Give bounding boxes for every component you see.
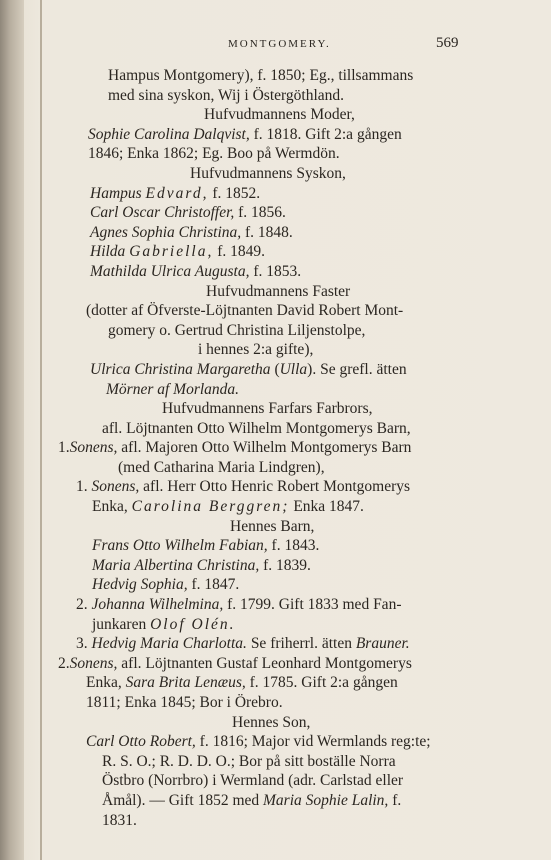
page-number: 569 [436, 35, 459, 51]
section-heading: Hennes Son, [232, 713, 311, 731]
text-line: 1811; Enka 1845; Bor i Örebro. [86, 694, 283, 711]
text-line: gomery o. Gertrud Christina Liljenstolpe, [108, 321, 366, 339]
text-line: Sophie Carolina Dalqvist, f. 1818. Gift 2:a gången [88, 125, 402, 143]
text-line: Enka, Sara Brita Lenæus, f. 1785. Gift 2:a gången [86, 674, 398, 692]
section-heading: Hufvudmannens Farfars Farbrors, [162, 400, 373, 418]
numbered-line: 2.Sonens, afl. Löjtnanten Gustaf Leonhard Montgomerys [58, 654, 412, 672]
text-line: Carl Otto Robert, f. 1816; Major vid Wermlands reg:te; [86, 733, 431, 751]
text-line: (med Catharina Maria Lindgren), [118, 458, 325, 476]
numbered-line: 3. Hedvig Maria Charlotta. Se friherrl. ätten Brauner. [76, 635, 410, 653]
text-line: Hilda Gabriella, f. 1849. [90, 243, 266, 261]
text-line: Maria Albertina Christina, f. 1839. [92, 556, 311, 574]
section-heading: Hennes Barn, [230, 517, 315, 535]
numbered-line: 1.Sonens, afl. Majoren Otto Wilhelm Montgomerys Barn [58, 439, 412, 457]
section-heading: Hufvudmannens Moder, [204, 106, 355, 124]
text-line: junkaren Olof Olén. [92, 615, 236, 633]
text-line: 1846; Enka 1862; Eg. Boo på Wermdön. [88, 145, 340, 163]
section-heading: Hufvudmannens Syskon, [190, 164, 346, 182]
text-line: Hampus Montgomery), f. 1850; Eg., tillsammans [108, 67, 414, 84]
text-line: med sina syskon, Wij i Östergöthland. [108, 86, 345, 104]
section-heading: Hufvudmannens Faster [206, 282, 351, 300]
text-line: Enka, Carolina Berggren; Enka 1847. [92, 498, 364, 516]
numbered-line: 2. Johanna Wilhelmina, f. 1799. Gift 1833 med Fan- [76, 596, 402, 614]
text-line: Åmål). — Gift 1852 med Maria Sophie Lalin, f. [102, 791, 402, 809]
text-line: Östbro (Norrbro) i Wermland (adr. Carlstad eller [102, 772, 404, 790]
page-header [0, 36, 551, 56]
numbered-line: 1. Sonens, afl. Herr Otto Henric Robert Montgomerys [76, 478, 411, 496]
text-line: Carl Oscar Christoffer, f. 1856. [90, 204, 286, 222]
text-line: Frans Otto Wilhelm Fabian, f. 1843. [92, 537, 320, 555]
page-body [0, 66, 551, 830]
text-line: 1831. [102, 811, 137, 829]
text-line: Mörner af Morlanda. [106, 380, 240, 398]
text-line: i hennes 2:a gifte), [198, 341, 314, 359]
text-line: Agnes Sophia Christina, f. 1848. [90, 223, 293, 241]
text-line: (dotter af Öfverste-Löjtnanten David Robert Mont- [86, 302, 404, 320]
text-line: Hedvig Sophia, f. 1847. [92, 576, 240, 594]
text-line: Hampus Edvard, f. 1852. [90, 184, 261, 202]
text-line: R. S. O.; R. D. D. O.; Bor på sitt boställe Norra [102, 752, 396, 770]
text-line: Ulrica Christina Margaretha (Ulla). Se grefl. ätten [90, 360, 407, 378]
text-line: Mathilda Ulrica Augusta, f. 1853. [90, 262, 302, 280]
text-line: afl. Löjtnanten Otto Wilhelm Montgomerys Barn, [102, 419, 411, 437]
running-head: MONTGOMERY. [228, 38, 331, 50]
